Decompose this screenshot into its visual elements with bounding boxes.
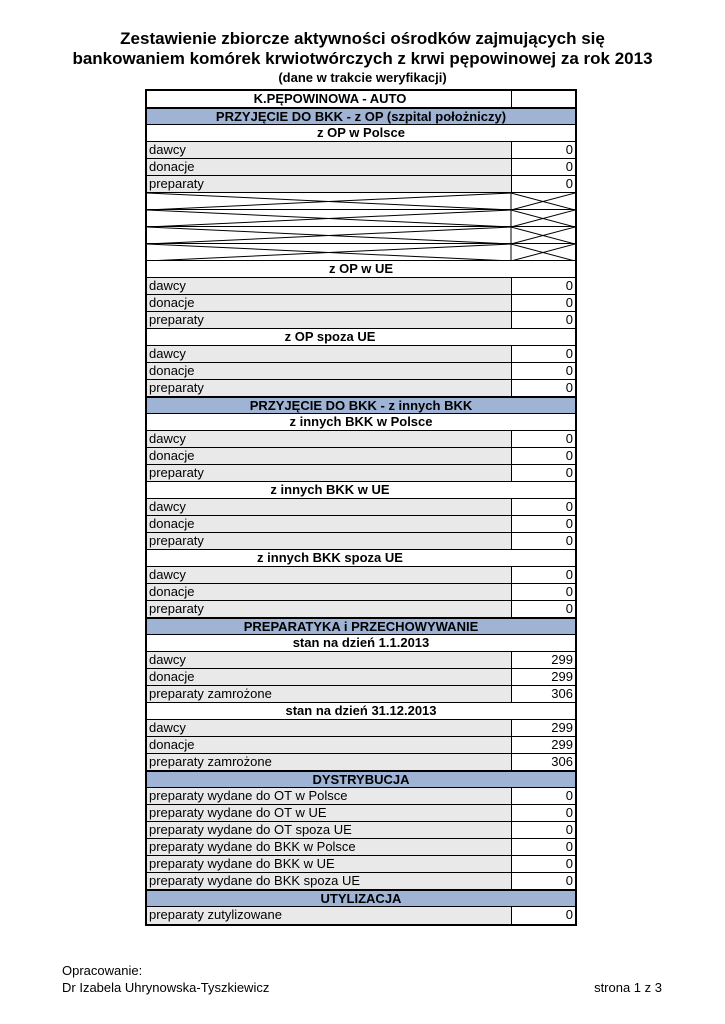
- row-value: 0: [511, 176, 575, 192]
- row-label: preparaty wydane do OT spoza UE: [149, 822, 352, 837]
- author-name: Dr Izabela Uhrynowska-Tyszkiewicz: [62, 980, 270, 995]
- table-row: [147, 312, 575, 329]
- row-value: 0: [511, 567, 575, 583]
- section-title: [147, 618, 575, 635]
- table-row: [147, 720, 575, 737]
- section-title: [147, 890, 575, 907]
- row-label: dawcy: [149, 499, 186, 514]
- cross-lines: [147, 227, 575, 244]
- table-row: [147, 431, 575, 448]
- group-title-label: z OP w UE: [328, 261, 394, 276]
- group-title-label: z OP w Polsce: [317, 125, 405, 140]
- row-value: 299: [511, 669, 575, 685]
- table-row: [147, 448, 575, 465]
- row-label: donacje: [149, 669, 195, 684]
- row-value: 299: [511, 652, 575, 668]
- row-label: preparaty wydane do BKK spoza UE: [149, 873, 361, 888]
- table-row: [147, 601, 575, 618]
- table-row: [147, 856, 575, 873]
- table-row: [147, 822, 575, 839]
- row-label: dawcy: [149, 278, 186, 293]
- crossed-out-row: [147, 193, 575, 210]
- group-title: [147, 414, 575, 431]
- table-row: [147, 737, 575, 754]
- table-row: [147, 788, 575, 805]
- report-table: [145, 89, 577, 926]
- section-title: [147, 108, 575, 125]
- row-value: 0: [511, 822, 575, 838]
- table-row: [147, 652, 575, 669]
- row-value: 0: [511, 788, 575, 804]
- row-value: 0: [511, 839, 575, 855]
- row-value: 0: [511, 533, 575, 549]
- row-value: 0: [511, 516, 575, 532]
- row-label: preparaty wydane do BKK w Polsce: [149, 839, 356, 854]
- section-title-label: DYSTRYBUCJA: [312, 772, 410, 787]
- row-label: preparaty wydane do OT w Polsce: [149, 788, 348, 803]
- table-row: [147, 499, 575, 516]
- section-title-label: UTYLIZACJA: [320, 891, 402, 906]
- table-row: [147, 686, 575, 703]
- table-row: [147, 584, 575, 601]
- row-value: 0: [511, 346, 575, 362]
- row-label: preparaty: [149, 533, 204, 548]
- table-row: [147, 669, 575, 686]
- table-row: [147, 363, 575, 380]
- crossed-out-row: [147, 227, 575, 244]
- group-title-label: z innych BKK w Polsce: [289, 414, 433, 429]
- row-value: 306: [511, 754, 575, 770]
- row-value: 0: [511, 499, 575, 515]
- table-row: [147, 907, 575, 924]
- group-title-label: z innych BKK spoza UE: [257, 550, 403, 565]
- section-title: [147, 397, 575, 414]
- row-label: donacje: [149, 363, 195, 378]
- row-value: 0: [511, 907, 575, 924]
- report-title-line2: bankowaniem komórek krwiotwórczych z krwi pępowinowej za rok 2013: [72, 49, 653, 68]
- table-row: [147, 839, 575, 856]
- group-title: [147, 125, 575, 142]
- row-label: preparaty wydane do OT w UE: [149, 805, 327, 820]
- row-label: preparaty zutylizowane: [149, 907, 282, 922]
- row-value: 0: [511, 805, 575, 821]
- row-value: 299: [511, 720, 575, 736]
- page-number: strona 1 z 3: [594, 980, 662, 995]
- row-label: preparaty: [149, 380, 204, 395]
- table-row: [147, 159, 575, 176]
- group-title: [147, 703, 575, 720]
- row-label: preparaty zamrożone: [149, 686, 272, 701]
- row-label: dawcy: [149, 346, 186, 361]
- row-value: 0: [511, 312, 575, 328]
- table-header-label: K.PĘPOWINOWA - AUTO: [253, 91, 407, 106]
- row-value: 0: [511, 873, 575, 889]
- row-label: donacje: [149, 516, 195, 531]
- row-value: 0: [511, 142, 575, 158]
- group-title: [147, 550, 575, 567]
- report-note: (dane w trakcie weryfikacji): [278, 70, 447, 85]
- row-label: preparaty: [149, 312, 204, 327]
- prepared-by-label: Opracowanie:: [62, 963, 143, 978]
- table-row: [147, 176, 575, 193]
- crossed-out-row: [147, 210, 575, 227]
- row-label: donacje: [149, 584, 195, 599]
- cross-lines: [147, 210, 575, 227]
- cross-lines: [147, 244, 575, 261]
- row-label: dawcy: [149, 652, 186, 667]
- cross-lines: [147, 193, 575, 210]
- row-value: 0: [511, 448, 575, 464]
- row-value: 0: [511, 601, 575, 617]
- table-row: [147, 873, 575, 890]
- row-label: preparaty: [149, 465, 204, 480]
- row-label: dawcy: [149, 720, 186, 735]
- row-value: 0: [511, 295, 575, 311]
- table-row: [147, 567, 575, 584]
- row-value: 0: [511, 278, 575, 294]
- row-value: 0: [511, 380, 575, 396]
- group-title: [147, 482, 575, 499]
- table-row: [147, 516, 575, 533]
- row-value: 306: [511, 686, 575, 702]
- row-value: 0: [511, 363, 575, 379]
- row-value: 0: [511, 431, 575, 447]
- group-title-label: z innych BKK w UE: [270, 482, 390, 497]
- section-title: [147, 771, 575, 788]
- row-label: dawcy: [149, 431, 186, 446]
- table-row: [147, 346, 575, 363]
- report-title-line1: Zestawienie zbiorcze aktywności ośrodków zajmujących się: [120, 29, 605, 48]
- row-label: donacje: [149, 295, 195, 310]
- row-label: dawcy: [149, 142, 186, 157]
- row-label: preparaty: [149, 601, 204, 616]
- table-row: [147, 533, 575, 550]
- row-value: 0: [511, 465, 575, 481]
- row-label: dawcy: [149, 567, 186, 582]
- group-title: [147, 261, 575, 278]
- row-value: 0: [511, 584, 575, 600]
- table-row: [147, 380, 575, 397]
- group-title-label: z OP spoza UE: [284, 329, 376, 344]
- group-title: [147, 635, 575, 652]
- section-title-label: PRZYJĘCIE DO BKK - z innych BKK: [249, 398, 473, 413]
- row-label: donacje: [149, 737, 195, 752]
- row-label: donacje: [149, 448, 195, 463]
- row-label: preparaty wydane do BKK w UE: [149, 856, 335, 871]
- section-title-label: PRZYJĘCIE DO BKK - z OP (szpital położniczy): [215, 109, 507, 124]
- row-label: preparaty: [149, 176, 204, 191]
- table-row: [147, 142, 575, 159]
- table-row: [147, 465, 575, 482]
- table-row: [147, 754, 575, 771]
- group-title-label: stan na dzień 1.1.2013: [292, 635, 430, 650]
- group-title-label: stan na dzień 31.12.2013: [285, 703, 437, 718]
- table-header: [147, 91, 575, 108]
- crossed-out-row: [147, 244, 575, 261]
- row-value: 0: [511, 856, 575, 872]
- row-label: preparaty zamrożone: [149, 754, 272, 769]
- row-value: 0: [511, 159, 575, 175]
- section-title-label: PREPARATYKA i PRZECHOWYWANIE: [243, 619, 479, 634]
- table-row: [147, 295, 575, 312]
- table-row: [147, 278, 575, 295]
- row-value: 299: [511, 737, 575, 753]
- table-row: [147, 805, 575, 822]
- group-title: [147, 329, 575, 346]
- row-label: donacje: [149, 159, 195, 174]
- table-header-cell: [511, 91, 575, 107]
